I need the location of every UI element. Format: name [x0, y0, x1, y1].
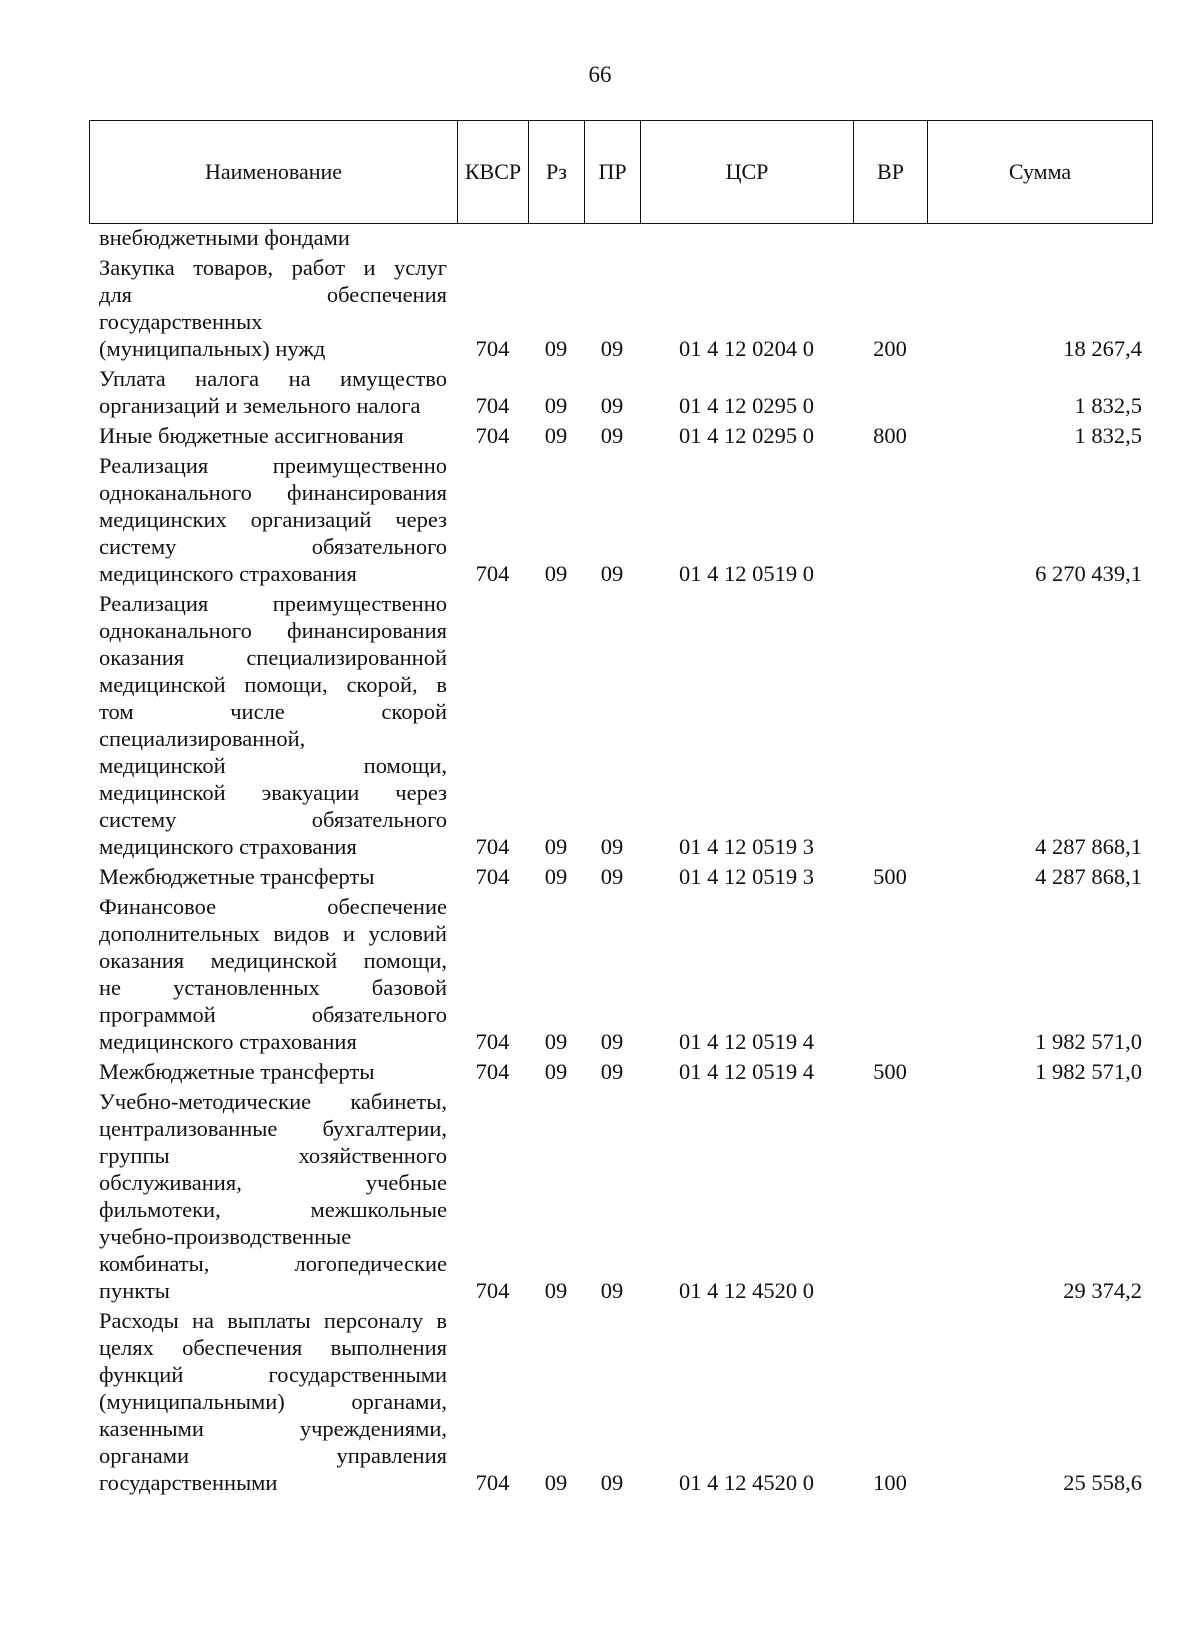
cell-name-line: Уплата налога на имущество: [99, 366, 447, 391]
cell-name-line: Реализация преимущественно: [99, 591, 447, 616]
cell-kvsr: 704: [475, 336, 510, 361]
cell-pr: 09: [600, 561, 624, 586]
column-header-kvsr: КВСР: [458, 121, 529, 224]
table-header: [89, 120, 1153, 224]
cell-sum: 29 374,2: [1063, 1278, 1142, 1303]
cell-name-line: медицинской помощи,: [99, 753, 447, 778]
cell-name: [89, 1307, 457, 1499]
table-row: [89, 1307, 1152, 1499]
cell-name-line: программой обязательного: [99, 1002, 447, 1027]
cell-name-line: внебюджетными фондами: [99, 225, 350, 250]
column-header-rz: Рз: [529, 121, 585, 224]
cell-sum: 25 558,6: [1063, 1470, 1142, 1495]
cell-rz: 09: [544, 561, 568, 586]
cell-vr: 500: [873, 1059, 907, 1084]
cell-name-line: специализированной,: [99, 726, 306, 751]
cell-name-line: медицинских организаций через: [99, 507, 447, 532]
cell-csr: 01 4 12 0519 3: [679, 834, 814, 859]
cell-kvsr: 704: [475, 1029, 510, 1054]
cell-name-line: пункты: [99, 1278, 170, 1303]
cell-csr: 01 4 12 0519 4: [679, 1029, 814, 1054]
cell-name-line: том числе скорой: [99, 699, 447, 724]
cell-name-line: (муниципальными) органами,: [99, 1389, 447, 1414]
column-header-pr: ПР: [585, 121, 641, 224]
cell-sum: 18 267,4: [1063, 336, 1142, 361]
cell-name-line: систему обязательного: [99, 534, 447, 559]
cell-name-line: оказания специализированной: [99, 645, 447, 670]
column-header-vr: ВР: [854, 121, 928, 224]
cell-name-line: целях обеспечения выполнения: [99, 1335, 447, 1360]
cell-name-line: органами управления: [99, 1443, 447, 1468]
cell-pr: 09: [600, 423, 624, 448]
table-row: [89, 224, 1152, 254]
cell-rz: 09: [544, 834, 568, 859]
cell-name-line: Реализация преимущественно: [99, 453, 447, 478]
cell-name: [89, 893, 457, 1058]
cell-vr: 100: [873, 1470, 907, 1495]
cell-rz: 09: [544, 1029, 568, 1054]
cell-name-line: оказания медицинской помощи,: [99, 948, 447, 973]
cell-vr: 800: [873, 423, 907, 448]
cell-name-line: Финансовое обеспечение: [99, 894, 447, 919]
cell-name-line: Закупка товаров, работ и услуг: [99, 255, 447, 280]
cell-name: [89, 254, 457, 365]
cell-rz: [528, 224, 584, 254]
cell-rz: 09: [544, 1059, 568, 1084]
cell-vr: [853, 893, 927, 1058]
column-header-sum: Сумма: [928, 121, 1153, 224]
cell-csr: [640, 224, 853, 254]
cell-pr: [584, 224, 640, 254]
cell-vr: 200: [873, 336, 907, 361]
cell-vr: [853, 452, 927, 590]
cell-pr: 09: [600, 1059, 624, 1084]
table-row: [89, 893, 1152, 1058]
cell-name-line: Учебно-методические кабинеты,: [99, 1089, 447, 1114]
cell-rz: 09: [544, 1278, 568, 1303]
cell-vr: [853, 1088, 927, 1307]
cell-rz: 09: [544, 423, 568, 448]
cell-rz: 09: [544, 864, 568, 889]
cell-name-line: медицинского страхования: [99, 561, 357, 586]
cell-name-line: учебно-производственные: [99, 1224, 352, 1249]
table-row: [89, 1088, 1152, 1307]
cell-name-line: одноканального финансирования: [99, 618, 447, 643]
cell-csr: 01 4 12 4520 0: [679, 1278, 814, 1303]
cell-kvsr: 704: [475, 1059, 510, 1084]
cell-name-line: государственными: [99, 1470, 278, 1495]
cell-csr: 01 4 12 0519 3: [679, 864, 814, 889]
cell-name-line: комбинаты, логопедические: [99, 1251, 447, 1276]
cell-name-line: государственных: [99, 309, 263, 334]
cell-rz: 09: [544, 336, 568, 361]
cell-pr: 09: [600, 864, 624, 889]
cell-name-line: функций государственными: [99, 1362, 447, 1387]
cell-sum: 4 287 868,1: [1035, 834, 1142, 859]
table-row: [89, 452, 1152, 590]
cell-sum: 1 832,5: [1074, 393, 1142, 418]
cell-csr: 01 4 12 4520 0: [679, 1470, 814, 1495]
cell-name: [89, 224, 457, 254]
cell-pr: 09: [600, 393, 624, 418]
cell-pr: 09: [600, 1029, 624, 1054]
cell-csr: 01 4 12 0295 0: [679, 393, 814, 418]
cell-sum: 1 982 571,0: [1035, 1029, 1142, 1054]
cell-kvsr: 704: [475, 834, 510, 859]
cell-name-line: Межбюджетные трансферты: [99, 864, 375, 889]
cell-sum: 4 287 868,1: [1035, 864, 1142, 889]
cell-name-line: не установленных базовой: [99, 975, 447, 1000]
cell-name-line: медицинской помощи, скорой, в: [99, 672, 447, 697]
cell-rz: 09: [544, 393, 568, 418]
cell-name: [89, 1058, 457, 1088]
column-header-name: Наименование: [90, 121, 458, 224]
cell-name-line: (муниципальных) нужд: [99, 336, 326, 361]
cell-sum: 1 982 571,0: [1035, 1059, 1142, 1084]
cell-name-line: группы хозяйственного: [99, 1143, 447, 1168]
cell-pr: 09: [600, 1278, 624, 1303]
cell-csr: 01 4 12 0295 0: [679, 423, 814, 448]
cell-name-line: Иные бюджетные ассигнования: [99, 423, 404, 448]
table-row: [89, 365, 1152, 422]
cell-kvsr: 704: [475, 393, 510, 418]
cell-vr: [853, 590, 927, 863]
cell-csr: 01 4 12 0204 0: [679, 336, 814, 361]
cell-vr: [853, 224, 927, 254]
cell-name: [89, 452, 457, 590]
cell-name-line: для обеспечения: [99, 282, 447, 307]
cell-name: [89, 365, 457, 422]
cell-csr: 01 4 12 0519 0: [679, 561, 814, 586]
cell-name-line: систему обязательного: [99, 807, 447, 832]
cell-pr: 09: [600, 336, 624, 361]
table-row: [89, 1058, 1152, 1088]
cell-name: [89, 590, 457, 863]
page-number: 66: [588, 62, 612, 87]
cell-name-line: фильмотеки, межшкольные: [99, 1197, 447, 1222]
cell-vr: 500: [873, 864, 907, 889]
table-row: [89, 422, 1152, 452]
cell-kvsr: 704: [475, 864, 510, 889]
cell-name-line: обслуживания, учебные: [99, 1170, 447, 1195]
cell-name: [89, 422, 457, 452]
cell-kvsr: 704: [475, 423, 510, 448]
cell-sum: 6 270 439,1: [1035, 561, 1142, 586]
cell-kvsr: 704: [475, 1278, 510, 1303]
cell-kvsr: 704: [475, 561, 510, 586]
cell-name-line: казенными учреждениями,: [99, 1416, 447, 1441]
cell-name-line: Расходы на выплаты персоналу в: [99, 1308, 447, 1333]
cell-vr: [853, 365, 927, 422]
cell-kvsr: 704: [475, 1470, 510, 1495]
cell-name-line: Межбюджетные трансферты: [99, 1059, 375, 1084]
budget-table-body: [89, 224, 1152, 1499]
cell-kvsr: [457, 224, 528, 254]
table-row: [89, 590, 1152, 863]
cell-name-line: медицинского страхования: [99, 834, 357, 859]
cell-csr: 01 4 12 0519 4: [679, 1059, 814, 1084]
table-row: [89, 254, 1152, 365]
table-row: [89, 863, 1152, 893]
cell-name: [89, 1088, 457, 1307]
cell-sum: 1 832,5: [1074, 423, 1142, 448]
cell-name-line: организаций и земельного налога: [99, 393, 421, 418]
cell-name-line: одноканального финансирования: [99, 480, 447, 505]
cell-name: [89, 863, 457, 893]
cell-rz: 09: [544, 1470, 568, 1495]
cell-pr: 09: [600, 834, 624, 859]
cell-pr: 09: [600, 1470, 624, 1495]
cell-name-line: медицинской эвакуации через: [99, 780, 447, 805]
cell-name-line: централизованные бухгалтерии,: [99, 1116, 447, 1141]
cell-sum: [927, 224, 1152, 254]
column-header-csr: ЦСР: [641, 121, 854, 224]
cell-name-line: дополнительных видов и условий: [99, 921, 447, 946]
cell-name-line: медицинского страхования: [99, 1029, 357, 1054]
